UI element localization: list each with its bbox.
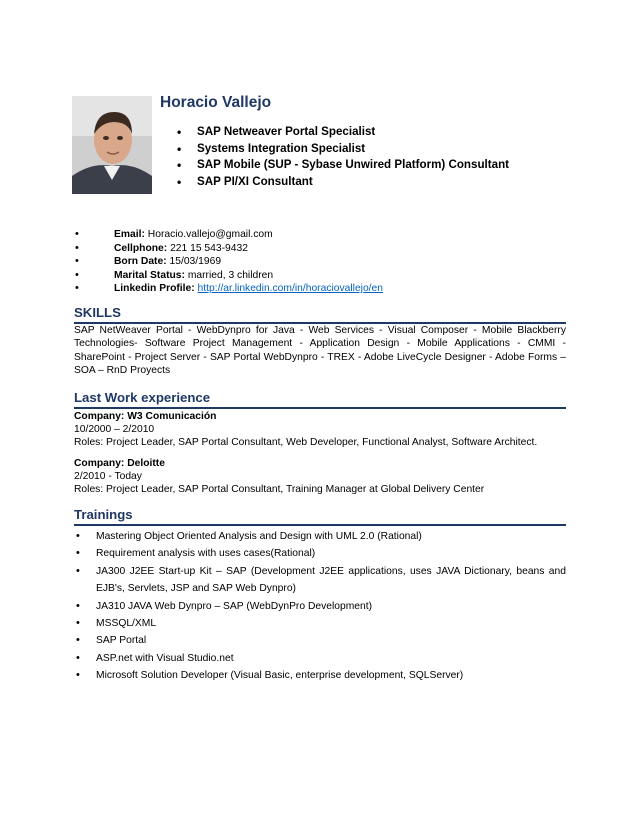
contact-linkedin — [72, 282, 383, 296]
job-roles: Roles: Project Leader, SAP Portal Consultant, Web Developer, Functional Analyst, Software Architect. — [74, 436, 538, 448]
job-roles: Roles: Project Leader, SAP Portal Consultant, Training Manager at Global Delivery Center — [74, 483, 485, 495]
candidate-name: Horacio Vallejo — [160, 94, 272, 111]
training-item: • JA310 JAVA Web Dynpro – SAP (WebDynPro Development) — [74, 598, 566, 615]
linkedin-link[interactable]: http://ar.linkedin.com/in/horaciovallejo/en — [197, 283, 383, 295]
contact-label: Cellphone: — [114, 242, 168, 254]
job-company: Company: W3 Comunicación — [74, 411, 217, 422]
contact-email — [72, 228, 383, 242]
contact-born-date — [72, 255, 383, 269]
trainings-heading: Trainings — [74, 507, 566, 526]
contact-label: Email: — [114, 229, 145, 240]
training-item: • Microsoft Solution Developer (Visual Basic, enterprise development, SQLServer) — [74, 667, 566, 684]
skills-text: SAP NetWeaver Portal - WebDynpro for Java - Web Services - Visual Composer - Mobile Blackberry Technologies- Software Project Management - Application Design - Mobile Applications - CMMI - SharePoint - Project Server - SAP Portal WebDynpro - TREX - Adobe LiveCycle Designer - Adobe Forms – SOA – RnD Proyects — [74, 325, 566, 376]
training-item: • Mastering Object Oriented Analysis and Design with UML 2.0 (Rational) — [74, 528, 566, 545]
job-period: 10/2000 – 2/2010 — [74, 423, 155, 435]
training-item: • JA300 J2EE Start-up Kit – SAP (Development J2EE applications, uses JAVA Dictionary, beans and EJB's, Servlets, JSP and SAP Web Dynpro) — [74, 563, 566, 598]
profile-photo — [72, 96, 152, 194]
training-item: • ASP.net with Visual Studio.net — [74, 650, 566, 667]
job-period: 2/2010 - Today — [74, 470, 142, 482]
skills-heading: SKILLS — [74, 305, 566, 324]
title-item: • Systems Integration Specialist — [160, 141, 509, 158]
contact-marital-status — [72, 269, 383, 283]
email-value: Horacio.vallejo@gmail.com — [147, 229, 273, 240]
trainings-list — [74, 528, 566, 685]
training-item: • Requirement analysis with uses cases(Rational) — [74, 545, 566, 562]
contact-label: Marital Status: — [114, 269, 185, 281]
marital-status-value: married, 3 children — [187, 269, 274, 281]
professional-titles-list — [160, 124, 509, 190]
job-company: Company: Deloitte — [74, 458, 165, 469]
contact-info-list — [72, 228, 383, 296]
experience-heading: Last Work experience — [74, 390, 566, 409]
title-item: • SAP PI/XI Consultant — [160, 174, 509, 191]
training-item: • SAP Portal — [74, 632, 566, 649]
born-date-value: 15/03/1969 — [169, 256, 222, 268]
title-item: • SAP Mobile (SUP - Sybase Unwired Platform) Consultant — [160, 157, 509, 174]
contact-cellphone — [72, 242, 383, 256]
job-entry — [74, 458, 574, 496]
contact-label: Linkedin Profile: — [114, 283, 195, 295]
cellphone-value: 221 15 543-9432 — [170, 242, 248, 254]
title-item: • SAP Netweaver Portal Specialist — [160, 124, 509, 141]
job-entry — [74, 411, 574, 449]
contact-label: Born Date: — [114, 256, 167, 268]
training-item: • MSSQL/XML — [74, 615, 566, 632]
